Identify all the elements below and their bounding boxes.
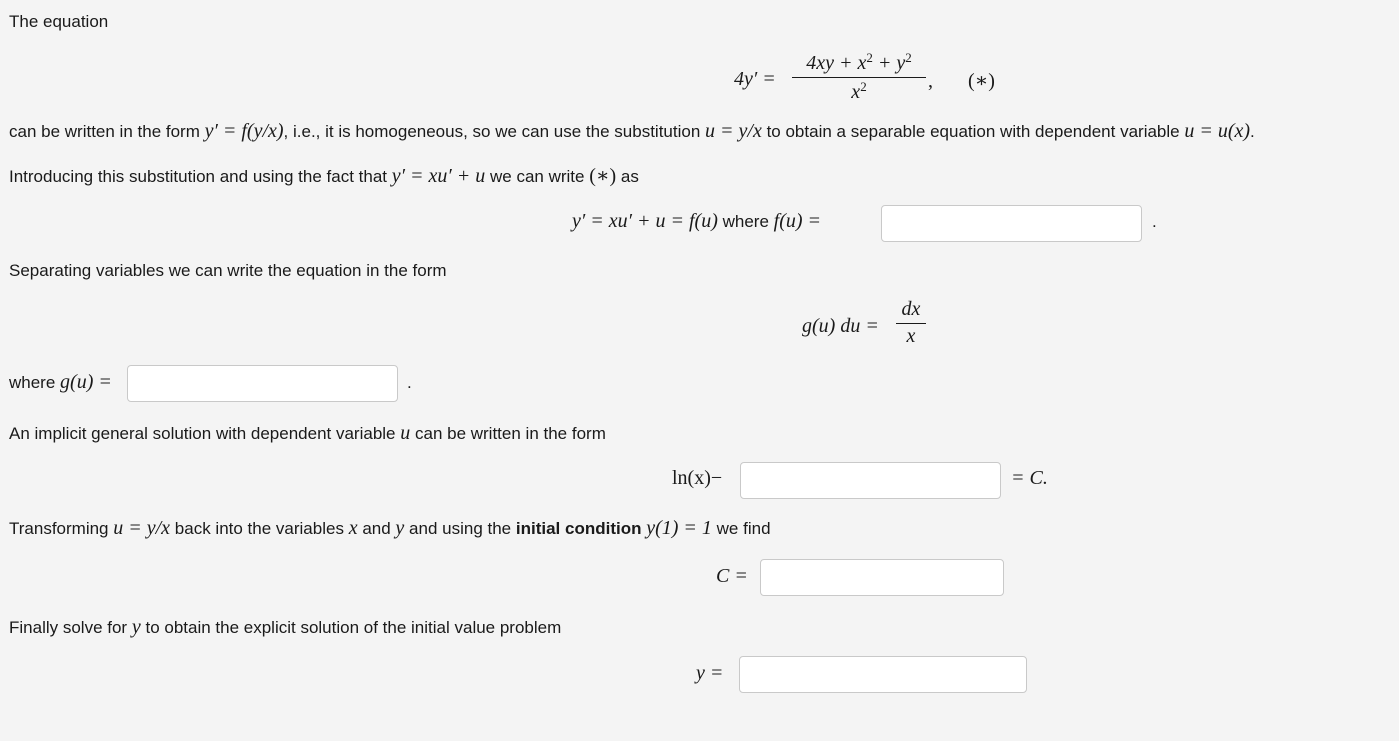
g-eq-fraction	[896, 298, 926, 348]
homogeneous-text-3: to obtain a separable equation with dependent variable	[766, 122, 1180, 141]
separate-text: Separating variables we can write the equation in the form	[9, 261, 447, 280]
ode-tag: (∗)	[968, 70, 995, 92]
homogeneous-math-1: y′ = f(y/x)	[204, 120, 284, 142]
initial-condition-label: initial condition	[515, 519, 642, 538]
homogeneous-math-3: u = u(x)	[1184, 120, 1251, 142]
g-answer-input[interactable]	[127, 365, 398, 402]
ode-num-b: + y	[872, 52, 906, 74]
final-line	[9, 616, 561, 639]
g-eq-lhs	[802, 315, 879, 338]
ode-num-exp-a: 2	[866, 50, 873, 65]
ode-denominator	[792, 78, 926, 104]
homogeneous-text-4: .	[1250, 122, 1255, 141]
substitution-math-1: y′ = xu′ + u	[391, 165, 486, 187]
transform-text-5: we find	[716, 519, 771, 538]
homogeneous-text-1: can be written in the form	[9, 122, 200, 141]
f-line-math-2: f(u) =	[773, 210, 822, 232]
ode-num-exp-b: 2	[905, 50, 912, 65]
ode-numerator	[792, 50, 926, 77]
transform-math-1: u = y/x	[113, 517, 171, 539]
ln-line-math-1: ln(x)−	[672, 467, 723, 489]
transform-math-3: y	[395, 517, 405, 539]
g-line	[9, 371, 112, 394]
homogeneous-text-2: , i.e., it is homogeneous, so we can use the substitution	[283, 122, 701, 141]
y-line	[696, 662, 723, 685]
ode-den-exp: 2	[860, 79, 867, 94]
g-line-where: where	[9, 373, 56, 392]
substitution-math-2: (∗)	[589, 165, 617, 187]
substitution-line	[9, 163, 639, 188]
f-line-math-1: y′ = xu′ + u = f(u)	[572, 210, 718, 232]
f-line	[572, 210, 821, 233]
transform-text-1: Transforming	[9, 519, 109, 538]
ln-line-rhs	[1011, 467, 1048, 490]
f-answer-input[interactable]	[881, 205, 1142, 242]
f-line-dot: .	[1152, 212, 1157, 231]
ode-den-base: x	[851, 81, 861, 103]
ode-fraction	[792, 50, 926, 104]
final-text-2: to obtain the explicit solution of the initial value problem	[145, 618, 562, 637]
implicit-text-1: An implicit general solution with dependent variable	[9, 424, 396, 443]
substitution-text-2: we can write	[490, 167, 585, 186]
ln-answer-input[interactable]	[740, 462, 1001, 499]
homogeneous-line	[9, 120, 1255, 143]
final-text-1: Finally solve for	[9, 618, 128, 637]
ode-comma: ,	[928, 70, 933, 92]
implicit-line	[9, 422, 606, 445]
g-eq-denominator: x	[906, 325, 916, 347]
y-answer-input[interactable]	[739, 656, 1027, 693]
ode-lhs-math: 4y′ =	[734, 68, 776, 90]
transform-text-4: and using the	[409, 519, 512, 538]
ln-line-lhs	[672, 467, 722, 490]
substitution-text-1: Introducing this substitution and using the fact that	[9, 167, 388, 186]
transform-text-2: back into the variables	[174, 519, 344, 538]
transform-math-4: y(1) = 1	[646, 517, 712, 539]
transform-line	[9, 517, 771, 540]
ode-lhs	[734, 68, 776, 91]
y-line-math: y =	[696, 662, 724, 684]
final-math-1: y	[131, 616, 141, 638]
c-answer-input[interactable]	[760, 559, 1004, 596]
transform-math-2: x	[348, 517, 358, 539]
g-eq-numerator: dx	[901, 298, 921, 320]
transform-text-3: and	[362, 519, 391, 538]
homogeneous-math-2: u = y/x	[705, 120, 762, 142]
implicit-text-2: can be written in the form	[414, 424, 606, 443]
implicit-math-1: u	[400, 422, 411, 444]
g-line-dot: .	[407, 373, 412, 392]
intro-text: The equation	[9, 12, 109, 31]
g-line-math: g(u) =	[60, 371, 112, 393]
c-line	[716, 565, 748, 588]
ln-line-math-2: = C.	[1011, 467, 1048, 489]
f-line-where: where	[722, 212, 769, 231]
c-line-math: C =	[716, 565, 748, 587]
substitution-text-3: as	[620, 167, 639, 186]
ode-num-a: 4xy + x	[806, 52, 867, 74]
g-eq-lhs-math: g(u) du =	[802, 315, 879, 337]
